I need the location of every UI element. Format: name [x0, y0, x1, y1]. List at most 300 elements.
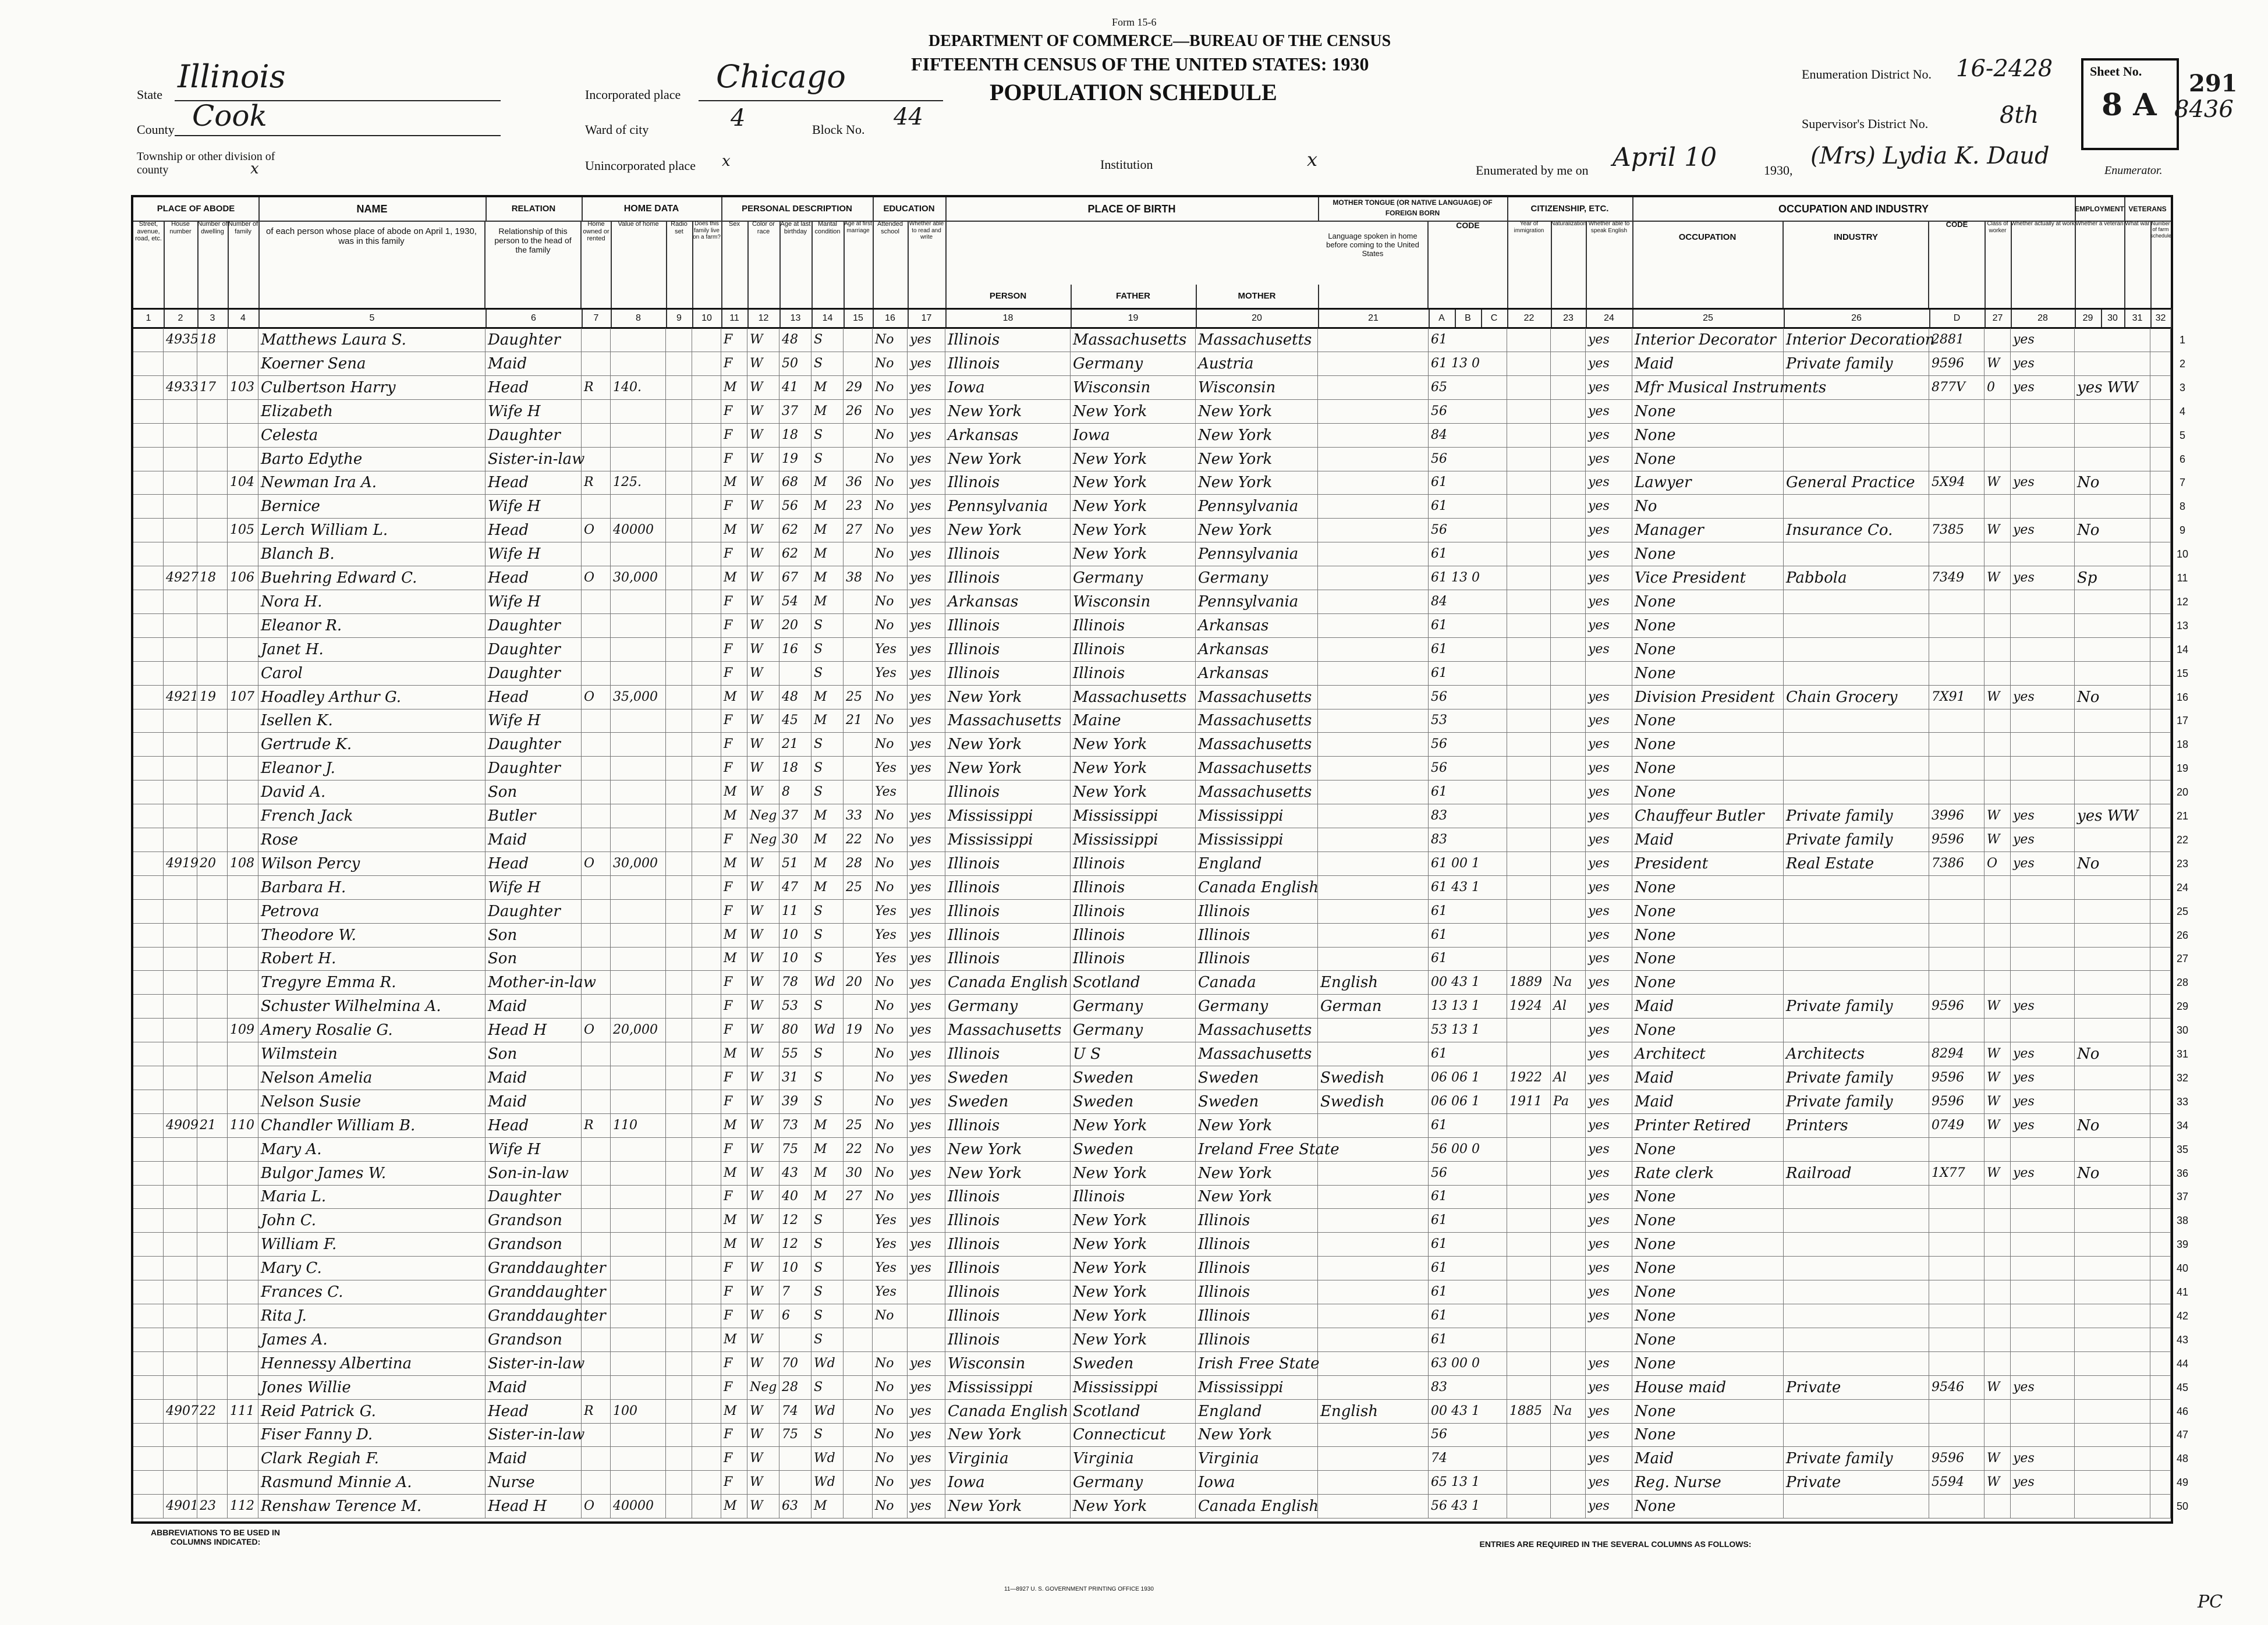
cell-nat [1551, 566, 1586, 590]
cell-empty [2150, 686, 2171, 709]
cell-sch: No [873, 590, 908, 613]
cell-ind: Insurance Co. [1784, 519, 1929, 542]
table-row [133, 1090, 2189, 1114]
cell-age: 73 [779, 1114, 811, 1137]
cell-mb: Arkansas [1196, 662, 1318, 685]
cell-empty [692, 1066, 721, 1090]
cell-nat [1551, 733, 1586, 756]
cell-code: 06 06 1 [1429, 1090, 1507, 1113]
cell-dw: 23 [197, 1495, 228, 1518]
cell-fb: Germany [1071, 995, 1196, 1018]
table-row [133, 471, 2185, 495]
col-read: Whether able to read and write [908, 221, 947, 308]
cell-wrk [2011, 947, 2075, 970]
table-row [133, 614, 2189, 638]
cell-empty [666, 590, 692, 613]
cell-occ: None [1632, 1304, 1784, 1328]
cell-own [582, 1138, 611, 1161]
cell-oc [1929, 590, 1984, 613]
cell-vet [2075, 876, 2150, 899]
cell-dw: 21 [197, 1114, 228, 1137]
cell-pb: New York [945, 448, 1071, 471]
cell-eng: yes [1586, 590, 1632, 613]
cell-sex: M [721, 1209, 747, 1232]
cell-oc: 7385 [1929, 519, 1984, 542]
cell-empty [666, 1400, 692, 1423]
cell-fam [228, 1233, 258, 1256]
cell-sex: F [721, 1257, 747, 1280]
cell-empty [692, 638, 721, 661]
cell-house [164, 1304, 197, 1328]
cell-dw [197, 1471, 228, 1494]
row-number: 39 [2176, 1239, 2189, 1251]
column-number: 11 [721, 308, 749, 329]
column-number: 19 [1071, 308, 1197, 329]
cell-wrk [2011, 1495, 2075, 1518]
cell-wrk [2011, 900, 2075, 923]
cell-house [164, 971, 197, 994]
cell-house [164, 424, 197, 447]
cell-mar: M [811, 1114, 844, 1137]
cell-mb: Massachusetts [1196, 757, 1318, 780]
cell-dw [197, 709, 228, 732]
cell-fam [228, 1066, 258, 1090]
cell-pb: Illinois [945, 924, 1071, 947]
cell-code: 61 [1429, 638, 1507, 661]
cell-rel: Head [486, 566, 582, 590]
cell-dw [197, 1328, 228, 1351]
cell-age: 53 [779, 995, 811, 1018]
cell-age: 50 [779, 352, 811, 375]
cell-pb: Massachusetts [945, 709, 1071, 732]
cell-race: W [747, 995, 779, 1018]
cell-wrk: yes [2011, 471, 2075, 494]
row-number: 38 [2176, 1215, 2189, 1227]
cell-sch: Yes [873, 1233, 908, 1256]
cell-lang [1318, 1304, 1429, 1328]
cell-rd: yes [908, 924, 945, 947]
cell-sex: M [721, 1400, 747, 1423]
cell-sch: No [873, 1138, 908, 1161]
cell-lang [1318, 1019, 1429, 1042]
cell-street [133, 852, 164, 875]
cell-dw [197, 780, 228, 804]
cell-empty [2150, 1400, 2171, 1423]
cell-age: 62 [779, 519, 811, 542]
cell-eng: yes [1586, 733, 1632, 756]
cell-rd: yes [908, 1423, 945, 1446]
cell-house [164, 614, 197, 637]
cell-sex: M [721, 471, 747, 494]
cell-rel: Daughter [486, 1185, 582, 1208]
cell-age: 56 [779, 495, 811, 518]
cell-name: Bulgor James W. [258, 1162, 486, 1185]
cell-empty [666, 995, 692, 1018]
row-number: 2 [2179, 357, 2185, 370]
row-number: 6 [2179, 453, 2185, 465]
cell-fb: New York [1071, 1162, 1196, 1185]
cell-nat [1551, 471, 1586, 494]
cell-occ: No [1632, 495, 1784, 518]
cell-empty [666, 1257, 692, 1280]
cell-lang [1318, 1114, 1429, 1137]
cell-empty [666, 1352, 692, 1375]
cell-empty [2150, 1257, 2171, 1280]
cell-house [164, 1257, 197, 1280]
cell-wrk [2011, 424, 2075, 447]
cell-street [133, 495, 164, 518]
cell-sch: No [873, 686, 908, 709]
cell-lang [1318, 876, 1429, 899]
cell-cls: W [1984, 352, 2011, 375]
table-row [133, 1257, 2189, 1280]
cell-mb: New York [1196, 1423, 1318, 1446]
cell-eng: yes [1586, 1423, 1632, 1446]
cell-occ: None [1632, 900, 1784, 923]
cell-mar: S [811, 1233, 844, 1256]
enumerated-date: April 10 [1613, 143, 1717, 172]
cell-age: 11 [779, 900, 811, 923]
cell-wrk: yes [2011, 1042, 2075, 1066]
cell-mb: Canada English [1196, 876, 1318, 899]
cell-ind [1784, 1400, 1929, 1423]
cell-house [164, 1162, 197, 1185]
cell-val [611, 1090, 666, 1113]
cell-occ: Architect [1632, 1042, 1784, 1066]
cell-pb: Mississippi [945, 828, 1071, 851]
column-number: 28 [2011, 308, 2076, 329]
cell-fb: New York [1071, 519, 1196, 542]
cell-house [164, 947, 197, 970]
cell-empty [2150, 971, 2171, 994]
cell-nat [1551, 1042, 1586, 1066]
cell-eng: yes [1586, 947, 1632, 970]
cell-sch: No [873, 448, 908, 471]
cell-lang [1318, 1233, 1429, 1256]
cell-empty [692, 1352, 721, 1375]
cell-wrk [2011, 1400, 2075, 1423]
cell-sch: No [873, 852, 908, 875]
cell-nat [1551, 495, 1586, 518]
cell-mb: Massachusetts [1196, 1019, 1318, 1042]
cell-code: 65 13 1 [1429, 1471, 1507, 1494]
cell-rel: Maid [486, 995, 582, 1018]
cell-nat [1551, 519, 1586, 542]
cell-eng [1586, 662, 1632, 685]
cell-eng: yes [1586, 804, 1632, 828]
cell-imm [1507, 1471, 1551, 1494]
cell-imm: 1922 [1507, 1066, 1551, 1090]
cell-pb: Illinois [945, 1304, 1071, 1328]
cell-ind [1784, 662, 1929, 685]
cell-nat [1551, 1471, 1586, 1494]
cell-name: Nelson Susie [258, 1090, 486, 1113]
cell-own [582, 638, 611, 661]
cell-sex: F [721, 424, 747, 447]
cell-nat [1551, 590, 1586, 613]
cell-am [844, 995, 873, 1018]
cell-dw [197, 400, 228, 423]
cell-empty [666, 1423, 692, 1446]
cell-rd [908, 1280, 945, 1304]
cell-empty [2150, 400, 2171, 423]
cell-empty [666, 1066, 692, 1090]
cell-oc [1929, 1495, 1984, 1518]
cell-wrk: yes [2011, 328, 2075, 352]
cell-ind [1784, 1423, 1929, 1446]
cell-val [611, 424, 666, 447]
cell-name: Buehring Edward C. [258, 566, 486, 590]
cell-am [844, 947, 873, 970]
cell-code: 61 [1429, 947, 1507, 970]
cell-mar: S [811, 1328, 844, 1351]
cell-sex: M [721, 519, 747, 542]
cell-empty [2150, 471, 2171, 494]
cell-nat: Na [1551, 971, 1586, 994]
cell-empty [2150, 1495, 2171, 1518]
cell-mar: Wd [811, 1447, 844, 1470]
cell-name: Frances C. [258, 1280, 486, 1304]
cell-house [164, 542, 197, 566]
cell-age [779, 1328, 811, 1351]
cell-eng: yes [1586, 519, 1632, 542]
cell-lang [1318, 1042, 1429, 1066]
cell-cls [1984, 1280, 2011, 1304]
cell-age [779, 1471, 811, 1494]
cell-dw [197, 352, 228, 375]
cell-mb: Sweden [1196, 1090, 1318, 1113]
cell-age: 18 [779, 757, 811, 780]
cell-sex: F [721, 1066, 747, 1090]
column-number: 16 [873, 308, 909, 329]
cell-am [844, 1280, 873, 1304]
cell-empty [2150, 733, 2171, 756]
cell-oc [1929, 1233, 1984, 1256]
cell-eng: yes [1586, 1138, 1632, 1161]
cell-own [582, 1447, 611, 1470]
cell-own: O [582, 566, 611, 590]
cell-empty [692, 947, 721, 970]
cell-sch: No [873, 1185, 908, 1208]
enum-district-value: 16-2428 [1956, 55, 2053, 82]
cell-age: 30 [779, 828, 811, 851]
cell-empty [2150, 1090, 2171, 1113]
cell-lang [1318, 1138, 1429, 1161]
cell-dw [197, 1304, 228, 1328]
cell-cls: W [1984, 471, 2011, 494]
cell-ind [1784, 376, 1929, 399]
cell-age: 28 [779, 1376, 811, 1399]
cell-cls: 0 [1984, 376, 2011, 399]
cell-mar: M [811, 852, 844, 875]
cell-race: W [747, 780, 779, 804]
cell-age: 67 [779, 566, 811, 590]
cell-am [844, 1447, 873, 1470]
cell-imm [1507, 900, 1551, 923]
cell-wrk [2011, 876, 2075, 899]
cell-race: W [747, 614, 779, 637]
cell-oc: 0749 [1929, 1114, 1984, 1137]
cell-name: Petrova [258, 900, 486, 923]
cell-rd: yes [908, 542, 945, 566]
col-farm-schedule: Number of farm schedule [2150, 221, 2172, 239]
row-number: 17 [2176, 715, 2189, 727]
cell-dw [197, 519, 228, 542]
row-number: 24 [2176, 881, 2189, 893]
cell-own: O [582, 686, 611, 709]
cell-fam [228, 828, 258, 851]
cell-nat [1551, 1447, 1586, 1470]
cell-ind: Private [1784, 1471, 1929, 1494]
cell-race: W [747, 1495, 779, 1518]
cell-imm [1507, 1328, 1551, 1351]
cell-race: W [747, 924, 779, 947]
enum-district-label: Enumeration District No. [1802, 67, 1932, 81]
cell-val [611, 1257, 666, 1280]
cell-lang [1318, 519, 1429, 542]
cell-race: W [747, 1042, 779, 1066]
cell-ind: Private family [1784, 352, 1929, 375]
ward-label: Ward of city [585, 122, 649, 137]
cell-dw [197, 900, 228, 923]
cell-street [133, 352, 164, 375]
cell-am: 19 [844, 1019, 873, 1042]
table-row [133, 1162, 2189, 1186]
cell-house: 4909 [164, 1114, 197, 1137]
cell-mb: Canada English [1196, 1495, 1318, 1518]
cell-own [582, 1042, 611, 1066]
cell-nat [1551, 780, 1586, 804]
cell-street [133, 709, 164, 732]
cell-rel: Sister-in-law [486, 1423, 582, 1446]
cell-street [133, 995, 164, 1018]
cell-pb: Illinois [945, 1042, 1071, 1066]
cell-age: 70 [779, 1352, 811, 1375]
cell-rd: yes [908, 900, 945, 923]
cell-oc: 1X77 [1929, 1162, 1984, 1185]
cell-oc [1929, 1304, 1984, 1328]
cell-sex: F [721, 709, 747, 732]
cell-occ: None [1632, 733, 1784, 756]
cell-empty [666, 566, 692, 590]
cell-empty [2150, 876, 2171, 899]
column-number: 27 [1984, 308, 2012, 329]
cell-oc: 5X94 [1929, 471, 1984, 494]
cell-vet: No [2075, 852, 2150, 875]
row-number: 34 [2176, 1119, 2189, 1131]
cell-fb: Illinois [1071, 876, 1196, 899]
cell-sex: M [721, 1114, 747, 1137]
cell-house [164, 1066, 197, 1090]
cell-code: 83 [1429, 1376, 1507, 1399]
cell-sex: M [721, 947, 747, 970]
cell-mar: S [811, 614, 844, 637]
cell-name: Maria L. [258, 1185, 486, 1208]
cell-imm [1507, 1162, 1551, 1185]
cell-race: W [747, 590, 779, 613]
cell-code: 61 [1429, 471, 1507, 494]
cell-pb: Wisconsin [945, 1352, 1071, 1375]
cell-nat [1551, 614, 1586, 637]
cell-mb: Illinois [1196, 1280, 1318, 1304]
cell-imm [1507, 1304, 1551, 1328]
cell-house [164, 995, 197, 1018]
cell-eng: yes [1586, 1400, 1632, 1423]
cell-wrk [2011, 590, 2075, 613]
cell-lang: English [1318, 971, 1429, 994]
cell-empty [2150, 947, 2171, 970]
column-number: 15 [844, 308, 874, 329]
cell-ind [1784, 1019, 1929, 1042]
cell-mb: Illinois [1196, 924, 1318, 947]
col-industry: INDUSTRY [1784, 221, 1929, 308]
page-stamp-secondary: 8436 [2174, 96, 2234, 123]
cell-empty [2150, 638, 2171, 661]
cell-rel: Butler [486, 804, 582, 828]
table-row [133, 876, 2189, 900]
ward-value: 4 [731, 105, 746, 132]
cell-age: 37 [779, 804, 811, 828]
cell-rd: yes [908, 1495, 945, 1518]
cell-vet [2075, 1328, 2150, 1351]
cell-eng: yes [1586, 1209, 1632, 1232]
cell-name: Jones Willie [258, 1376, 486, 1399]
cell-vet [2075, 662, 2150, 685]
cell-empty [2150, 828, 2171, 851]
cell-pb: Massachusetts [945, 1019, 1071, 1042]
cell-mb: Illinois [1196, 1233, 1318, 1256]
cell-empty [692, 876, 721, 899]
cell-vet [2075, 924, 2150, 947]
group-tongue: MOTHER TONGUE (OR NATIVE LANGUAGE) OF FOREIGN BORN [1318, 197, 1508, 222]
cell-code: 56 [1429, 733, 1507, 756]
cell-fam [228, 947, 258, 970]
cell-own: R [582, 1400, 611, 1423]
cell-am [844, 1471, 873, 1494]
cell-own [582, 995, 611, 1018]
cell-empty [666, 662, 692, 685]
cell-rel: Daughter [486, 638, 582, 661]
cell-wrk: yes [2011, 1447, 2075, 1470]
cell-cls [1984, 1019, 2011, 1042]
cell-age: 45 [779, 709, 811, 732]
cell-sex: F [721, 757, 747, 780]
cell-imm [1507, 876, 1551, 899]
cell-am: 25 [844, 686, 873, 709]
cell-mb: Massachusetts [1196, 686, 1318, 709]
cell-am [844, 1257, 873, 1280]
cell-nat [1551, 1257, 1586, 1280]
cell-empty [692, 995, 721, 1018]
cell-am [844, 424, 873, 447]
cell-oc: 9596 [1929, 1447, 1984, 1470]
col-age-married: Age at first marriage [844, 221, 874, 308]
group-name: NAME [258, 197, 487, 222]
cell-vet [2075, 614, 2150, 637]
cell-street [133, 1471, 164, 1494]
cell-empty [692, 1304, 721, 1328]
cell-wrk [2011, 400, 2075, 423]
cell-lang [1318, 924, 1429, 947]
cell-sex: F [721, 495, 747, 518]
cell-sex: F [721, 590, 747, 613]
cell-empty [2150, 1328, 2171, 1351]
cell-code: 61 [1429, 614, 1507, 637]
cell-imm [1507, 662, 1551, 685]
table-row [133, 1328, 2189, 1352]
cell-own: R [582, 1114, 611, 1137]
cell-lang [1318, 328, 1429, 352]
